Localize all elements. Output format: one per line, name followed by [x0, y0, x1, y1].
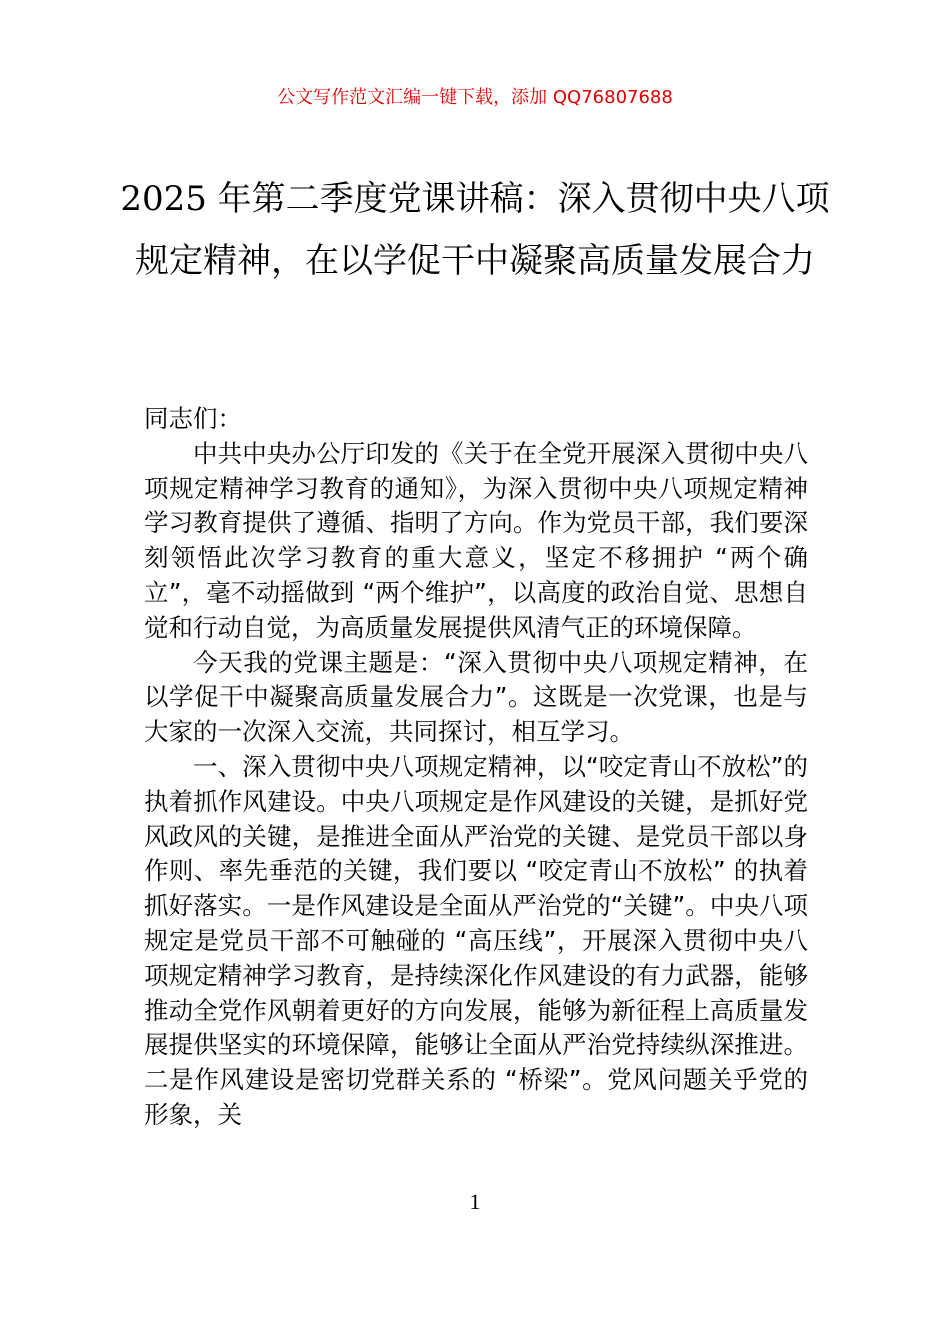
download-notice: 公文写作范文汇编一键下载，添加 QQ76807688: [277, 87, 673, 108]
document-title: 2025 年第二季度党课讲稿：深入贯彻中央八项规定精神，在以学促干中凝聚高质量发展合力: [120, 179, 830, 281]
paragraph-3: 一、深入贯彻中央八项规定精神，以“咬定青山不放松”的执着抓作风建设。中央八项规定是作风建设的关键，是抓好党风政风的关键，是推进全面从严治党的关键、是党员干部以身作则、率先垂范的关键，我们要以 “咬定青山不放松” 的执着抓好落实。一是作风建设是全面从严治党的“关键”。中央八项规定是党员干部不可触碰的 “高压线”，开展深入贯彻中央八项规定精神学习教育，是持续深化作风建设的有力武器，能够推动全党作风朝着更好的方向发展，能够为新征程上高质量发展提供坚实的环境保障，能够让全面从严治党持续纵深推进。二是作风建设是密切党群关系的 “桥梁”。党风问题关乎党的形象，关: [144, 751, 808, 1129]
salutation: 同志们：: [144, 404, 242, 433]
paragraph-1: 中共中央办公厅印发的《关于在全党开展深入贯彻中央八项规定精神学习教育的通知》，为深入贯彻中央八项规定精神学习教育提供了遵循、指明了方向。作为党员干部，我们要深刻领悟此次学习教育的重大意义，坚定不移拥护 “两个确立”，毫不动摇做到 “两个维护”，以高度的政治自觉、思想自觉和行动自觉，为高质量发展提供风清气正的环境保障。: [144, 438, 808, 642]
document-body: [144, 402, 808, 1133]
page-number: 1: [469, 1189, 481, 1214]
paragraph-2: 今天我的党课主题是：“深入贯彻中央八项规定精神，在以学促干中凝聚高质量发展合力”。这既是一次党课，也是与大家的一次深入交流，共同探讨，相互学习。: [144, 647, 808, 747]
